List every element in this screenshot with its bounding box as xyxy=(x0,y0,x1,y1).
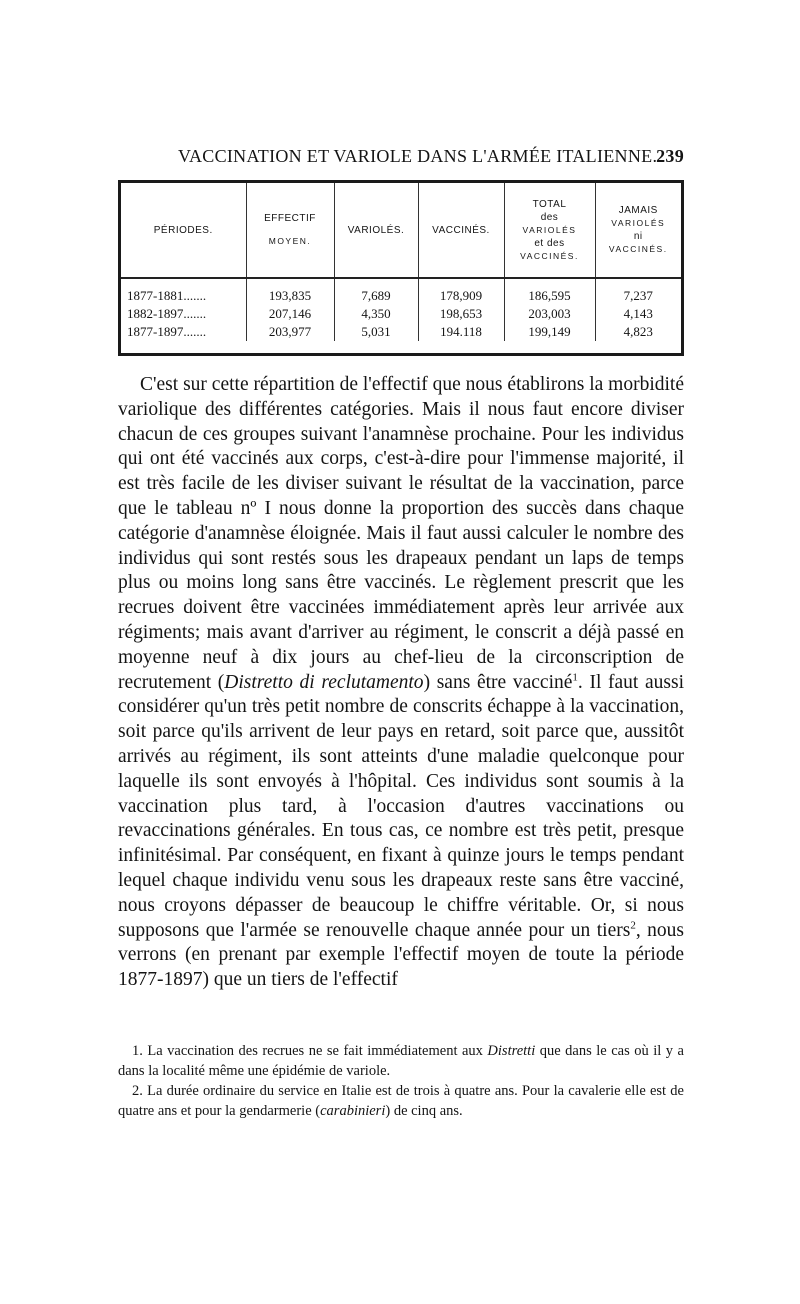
table-row xyxy=(121,305,681,323)
cell-periode: 1882-1897....... xyxy=(127,306,207,321)
table-header-row xyxy=(121,183,681,278)
cell-total: 203,003 xyxy=(504,305,595,323)
cell-varioles: 7,689 xyxy=(334,278,418,305)
header-vaccines: VACCINÉS. xyxy=(418,183,504,278)
cell-periode: 1877-1897....... xyxy=(127,324,207,339)
cell-varioles: 4,350 xyxy=(334,305,418,323)
header-effectif: EFFECTIF MOYEN. xyxy=(246,183,334,278)
cell-jamais: 4,143 xyxy=(595,305,681,323)
cell-effectif: 203,977 xyxy=(246,323,334,341)
cell-vaccines: 178,909 xyxy=(418,278,504,305)
running-title: VACCINATION ET VARIOLE DANS L'ARMÉE ITALIENNE. xyxy=(178,146,658,166)
cell-total: 186,595 xyxy=(504,278,595,305)
table-row xyxy=(121,323,681,341)
paragraph: C'est sur cette répartition de l'effectif que nous établirons la morbidité variolique des différentes catégories. Mais il nous faut encore diviser chacun de ces groupes suivant l'anamnèse prochaine. Pour les individus qui ont été vaccinés aux corps, c'est-à-dire pour l'immense majorité, il est très facile de les diviser suivant le résultat de la vaccination, parce que le tableau nº I nous donne la proportion des succès dans chaque catégorie d'anamnèse éloignée. Mais il faut aussi calculer le nombre des individus qui sont restés sous les drapeaux pendant un laps de temps plus ou moins long sans être vaccinés. Le règlement prescrit que les recrues doivent être vaccinées immédiatement après leur arrivée aux régiments; mais avant d'arriver au régiment, le conscrit a déjà passé en moyenne neuf à dix jours au chef-lieu de la circonscription de recrutement (Distretto di reclutamento) sans être vacciné$^1$. Il faut aussi considérer qu'un très petit nombre de conscrits échappe à la vaccination, soit parce qu'ils arrivent de leur pays en retard, soit parce que, aussitôt arrivés au régiment, ils sont atteints d'une maladie quelconque pour laquelle ils sont envoyés à l'hôpital. Ces individus sont soumis à la vaccination plus tard, à l'occasion d'autres vaccinations ou revaccinations générales. En tous cas, ce nombre est très petit, presque infinitésimal. Par conséquent, en fixant à quinze jours le temps pendant lequel chaque individu venu sous les drapeaux reste sans être vacciné, nous croyons dépasser de beaucoup le chiffre véritable. Or, si nous supposons que l'armée se renouvelle chaque année pour un tiers$^2$, nous verrons (en prenant par exemple l'effectif moyen de toute la période 1877-1897) que un tiers de l'effectif xyxy=(118,374,685,991)
cell-jamais: 4,823 xyxy=(595,323,681,341)
statistics-table xyxy=(118,180,684,356)
table-row xyxy=(121,278,681,305)
cell-vaccines: 194.118 xyxy=(418,323,504,341)
cell-effectif: 207,146 xyxy=(246,305,334,323)
footnotes xyxy=(118,1042,684,1122)
italic-term: Distretto di reclutamento xyxy=(224,671,424,693)
footnote: 1. La vaccination des recrues ne se fait immédiatement aux Distretti que dans le cas où il y a dans la localité même une épidémie de variole. xyxy=(118,1043,684,1079)
header-total: TOTAL des VARIOLÉS et des VACCINÉS. xyxy=(504,183,595,278)
cell-varioles: 5,031 xyxy=(334,323,418,341)
cell-total: 199,149 xyxy=(504,323,595,341)
header-varioles: VARIOLÉS. xyxy=(334,183,418,278)
cell-vaccines: 198,653 xyxy=(418,305,504,323)
header-periodes: PÉRIODES. xyxy=(121,183,246,278)
cell-periode: 1877-1881....... xyxy=(127,288,207,303)
body-text xyxy=(118,373,684,993)
footnote-ref: 1 xyxy=(572,671,578,684)
cell-effectif: 193,835 xyxy=(246,278,334,305)
cell-jamais: 7,237 xyxy=(595,278,681,305)
header-jamais: JAMAIS VARIOLÉS ni VACCINÉS. xyxy=(595,183,681,278)
page-number: 239 xyxy=(656,146,684,166)
footnote: 2. La durée ordinaire du service en Italie est de trois à quatre ans. Pour la cavalerie elle est de quatre ans et pour la gendarmerie (carabinieri) de cinq ans. xyxy=(118,1083,684,1119)
footnote-ref: 2 xyxy=(630,919,636,932)
